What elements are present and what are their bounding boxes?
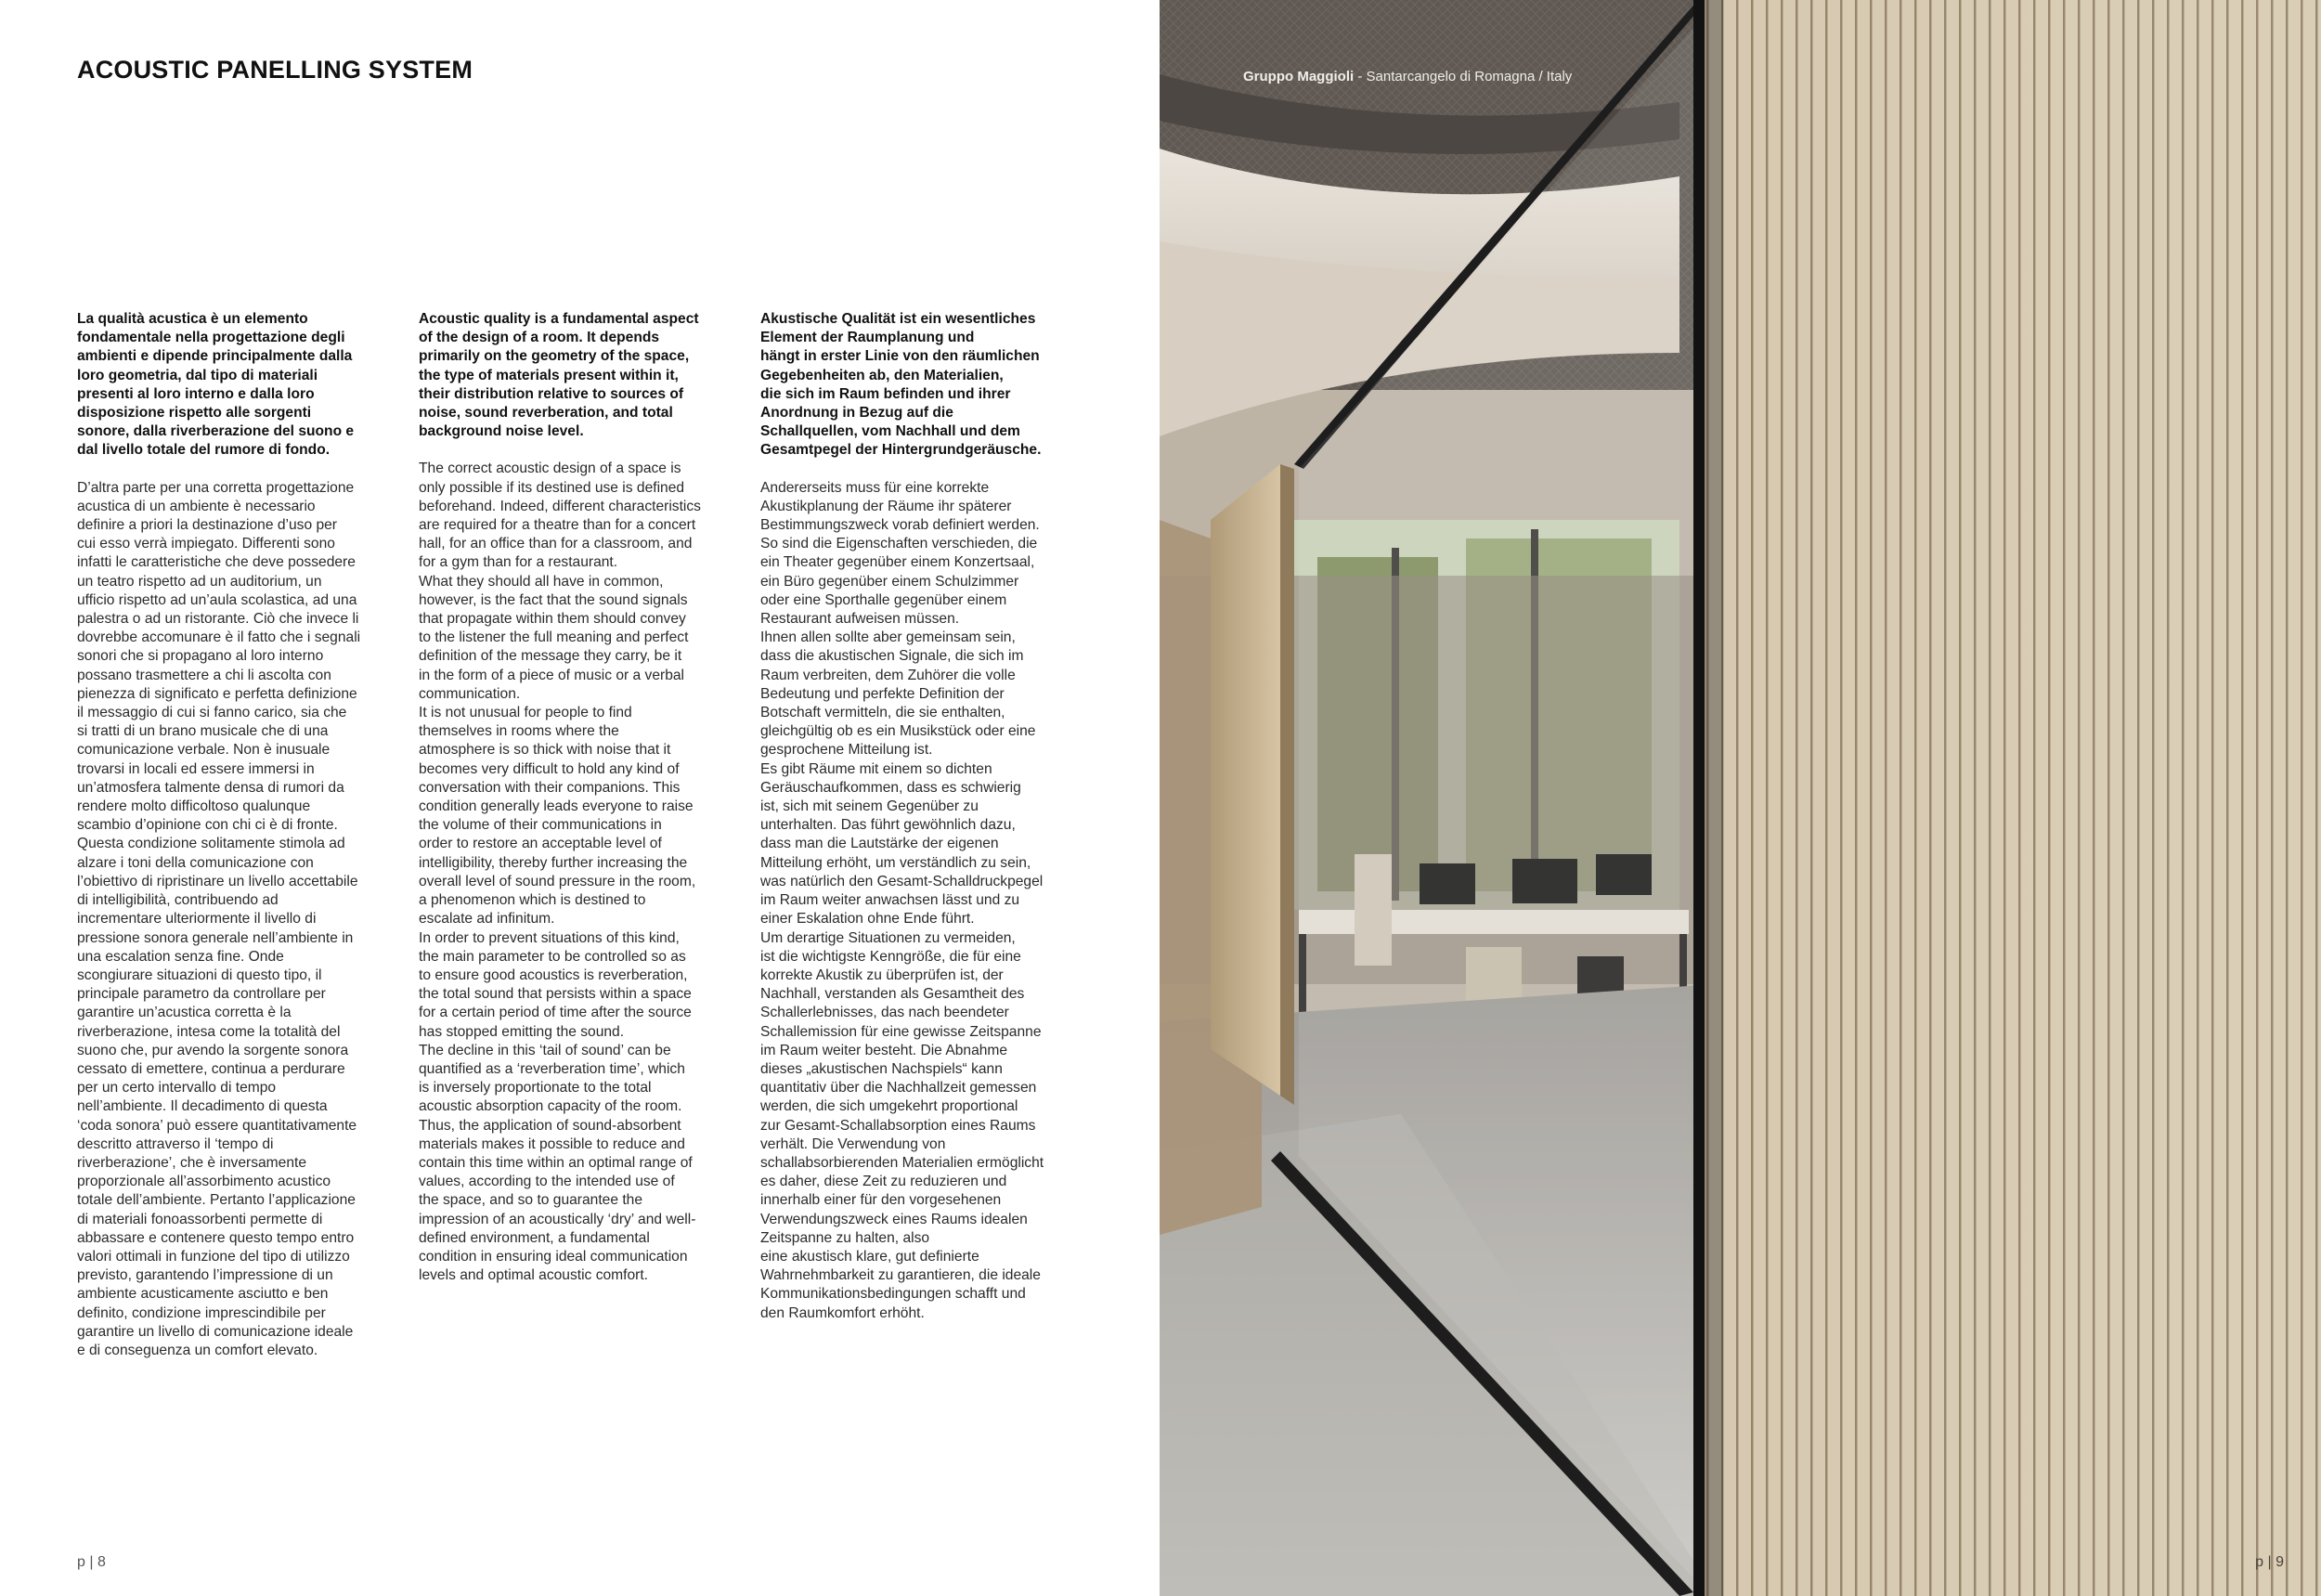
english-body-paragraph: The correct acoustic design of a space is only possible if its destined use is defined beforehand. Indeed, different characteristics are required for a theatre than for a concert hall, for an office than for a classroom, and for a gym than for a restaurant. What they should all have in common, however, is the fact that the sound signals that propagate within them should convey to the listener the full meaning and perfect definition of the message they carry, be it in the form of a piece of music or a verbal communication. It is not unusual for people to find themselves in rooms where the atmosphere is so thick with noise that it becomes very difficult to hold any kind of conversation with their companions. This condition generally leads everyone to raise the volume of their communications in order to restore an acceptable level of intelligibility, thereby further increasing the overall level of sound pressure in the room, a phenomenon which is destined to escalate ad infinitum. In order to prevent situations of this kind, the main parameter to be controlled so as to ensure good acoustics is reverberation, the total sound that persists within a space for a certain period of time after the source has stopped emitting the sound. The decline in this ‘tail of sound’ can be quantified as a ‘reverberation time’, which is inversely proportionate to the total acoustic absorption capacity of the room. Thus, the application of sound-absorbent materials makes it possible to reduce and contain this time within an optimal range of values, according to the intended use of the space, and so to guarantee the impression of an acoustically ‘dry’ and well- defined environment, a fundamental condition in ensuring ideal communication levels and optimal acoustic comfort. — [419, 461, 701, 1284]
caption-location: Santarcangelo di Romagna / Italy — [1366, 69, 1573, 84]
office-interior-illustration — [1160, 0, 2321, 1596]
italian-body-paragraph: D’altra parte per una corretta progettazione acustica di un ambiente è necessario definire a priori la destinazione d’uso per cui esso verrà impiegato. Differenti sono infatti le caratteristiche che deve possedere un teatro rispetto ad un auditorium, un ufficio rispetto ad un’aula scolastica, ad una palestra o ad un ristorante. Ciò che invece li dovrebbe accomunare è il fatto che i segnali sonori che si propagano al loro interno possano trasmettere a chi li ascolta con pienezza di significato e perfetta definizione il messaggio di cui si fanno carico, sia che si tratti di un brano musicale che di una comunicazione verbale. Non è inusuale trovarsi in locali ed essere immersi in un’atmosfera talmente densa di rumori da rendere molto difficoltoso qualunque scambio d’opinione con chi ci è di fronte. Questa condizione solitamente stimola ad alzare i toni della comunicazione con l’obiettivo di ripristinare un livello accettabile di intelligibilità, contribuendo ad incrementare ulteriormente il livello di pressione sonora generale nell’ambiente in una escalation senza fine. Onde scongiurare situazioni di questo tipo, il principale parametro da controllare per garantire un’acustica corretta è la riverberazione, intesa come la totalità del suono che, pur avendo la sorgente sonora cessato di emettere, continua a perdurare per un certo intervallo di tempo nell’ambiente. Il decadimento di questa ‘coda sonora’ può essere quantitativamente descritto attraverso il ‘tempo di riverberazione’, che è inversamente proporzionale all’assorbimento acustico totale dell’ambiente. Pertanto l’applicazione di materiali fonoassorbenti permette di abbassare e contenere questo tempo entro valori ottimali in funzione del tipo di utilizzo previsto, garantendo l’impressione di un ambiente acusticamente asciutto e ben definito, condizione imprescindibile per garantire un livello di comunicazione ideale e di conseguenza un comfort elevato. — [77, 479, 361, 1358]
english-lead-paragraph: Acoustic quality is a fundamental aspect of the design of a room. It depends primarily on the geometry of the space, the type of materials present within it, their distribution relative to sources of noise, sound reverberation, and total background noise level. — [419, 311, 699, 440]
german-lead-paragraph: Akustische Qualität ist ein wesentliches Element der Raumplanung und hängt in erster Linie von den räumlichen Gegebenheiten ab, den Materialien, die sich im Raum befinden und ihrer Anordnung in Bezug auf die Schallquellen, vom Nachhall und dem Gesamtpegel der Hintergrundgeräusche. — [760, 311, 1042, 459]
italian-lead-paragraph: La qualità acustica è un elemento fondamentale nella progettazione degli ambienti e dipende principalmente dalla loro geometria, dal tipo di materiali presenti al loro interno e dalla loro disposizione rispetto alle sorgenti sonore, dalla riverberazione del suono e dal livello totale del rumore di fondo. — [77, 311, 355, 459]
photo-caption — [1243, 69, 1572, 84]
german-column — [760, 310, 1085, 1323]
left-page — [0, 0, 1160, 1596]
page-title: ACOUSTIC PANELLING SYSTEM — [77, 56, 473, 84]
caption-company: Gruppo Maggioli — [1243, 69, 1355, 84]
page-number-right: p | 9 — [2255, 1554, 2284, 1570]
german-body-paragraph: Andererseits muss für eine korrekte Akustikplanung der Räume ihr späterer Bestimmungszweck vorab definiert werden. So sind die Eigenschaften verschieden, die ein Theater gegenüber einem Konzertsaal, ein Büro gegenüber einem Schulzimmer oder eine Sporthalle gegenüber einem Restaurant aufweisen müssen. Ihnen allen sollte aber gemeinsam sein, dass die akustischen Signale, die sich im Raum verbreiten, dem Zuhörer die volle Bedeutung und perfekte Definition der Botschaft vermitteln, die sie enthalten, gleichgültig ob es ein Musikstück oder eine gesprochene Mitteilung ist. Es gibt Räume mit einem so dichten Geräuschaufkommen, dass es schwierig ist, sich mit seinem Gegenüber zu unterhalten. Das führt gewöhnlich dazu, dass man die Lautstärke der eigenen Mitteilung erhöht, um verständlich zu sein, was natürlich den Gesamt-Schalldruckpegel im Raum weiter anwachsen lässt und zu einer Eskalation ohne Ende führt. Um derartige Situationen zu vermeiden, ist die wichtigste Kenngröße, die für eine korrekte Akustik zu überprüfen ist, der Nachhall, verstanden als Gesamtheit des Schallerlebnisses, das nach beendeter Schallemission für eine gewisse Zeitspanne im Raum weiter besteht. Die Abnahme dieses „akustischen Nachspiels“ kann quantitativ über die Nachhallzeit gemessen werden, die sich umgekehrt proportional zur Gesamt-Schallabsorption eines Raums verhält. Die Verwendung von schallabsorbierenden Materialien ermöglicht es daher, diese Zeit zu reduzieren und innerhalb einer für den vorgesehenen Verwendungszweck eines Raums idealen Zeitspanne zu halten, also eine akustisch klare, gut definierte Wahrnehmbarkeit zu garantieren, die ideale Kommunikationsbedingungen schafft und den Raumkomfort erhöht. — [760, 479, 1044, 1321]
english-column — [419, 310, 744, 1285]
office-photo — [1160, 0, 2321, 1596]
page-number-left: p | 8 — [77, 1554, 106, 1570]
italian-column — [77, 310, 402, 1360]
caption-separator: - — [1354, 69, 1367, 84]
